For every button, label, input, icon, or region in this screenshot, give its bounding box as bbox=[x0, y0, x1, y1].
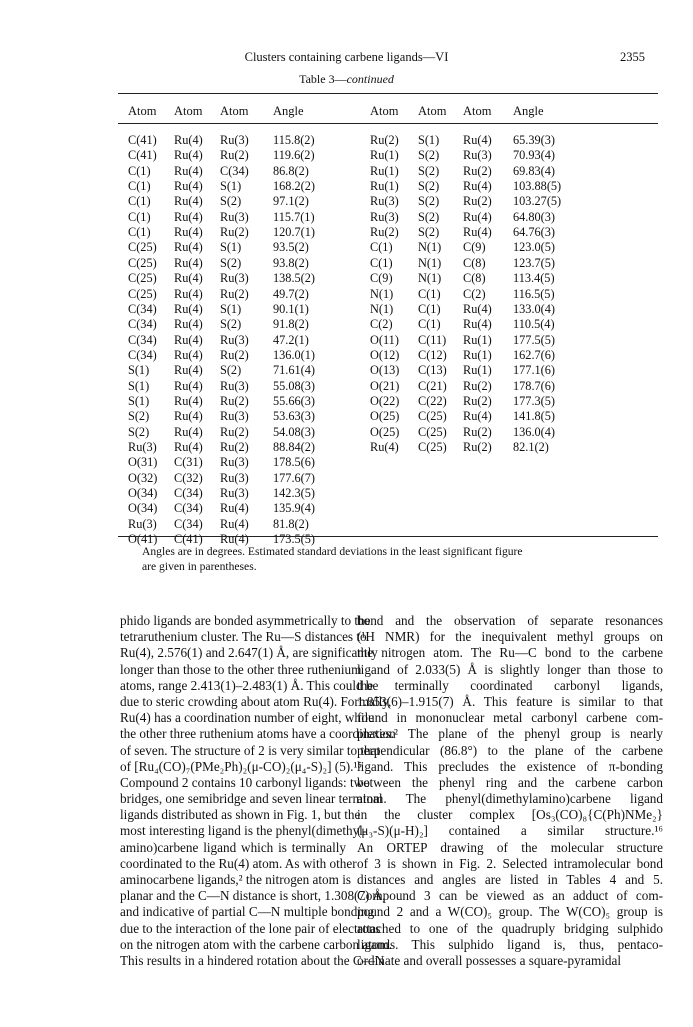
table-cell: 133.0(4) bbox=[513, 301, 556, 316]
column-header: Atom bbox=[220, 104, 249, 118]
table-cell: C(41) bbox=[174, 532, 203, 547]
text-line: ligands distributed as shown in Fig. 1, but the bbox=[120, 807, 361, 823]
text-line: the terminally coordinated carbonyl ligands, bbox=[357, 677, 663, 693]
table-row bbox=[0, 379, 693, 395]
table-row bbox=[0, 363, 693, 379]
table-row bbox=[0, 164, 693, 180]
table-cell: Ru(3) bbox=[370, 209, 399, 224]
table-cell: 69.83(4) bbox=[513, 163, 556, 178]
table-cell: S(1) bbox=[128, 393, 150, 408]
table-title bbox=[0, 72, 693, 87]
table-cell: N(1) bbox=[418, 271, 442, 286]
table-row bbox=[0, 256, 693, 272]
table-cell: 82.1(2) bbox=[513, 440, 549, 454]
table-cell: Ru(4) bbox=[174, 271, 203, 286]
table-footnote bbox=[142, 544, 642, 574]
table-cell: Ru(4) bbox=[220, 516, 249, 531]
table-cell: S(2) bbox=[418, 163, 440, 178]
table-row bbox=[0, 394, 693, 410]
table-cell: Ru(4) bbox=[174, 225, 203, 240]
table-cell: 177.6(7) bbox=[273, 470, 316, 485]
table-cell: O(32) bbox=[128, 470, 158, 485]
table-cell: 54.08(3) bbox=[273, 424, 316, 439]
table-cell: 120.7(1) bbox=[273, 225, 316, 240]
table-cell: 55.66(3) bbox=[273, 393, 316, 408]
table-cell: C(21) bbox=[418, 378, 447, 393]
table-cell: 64.76(3) bbox=[513, 225, 556, 240]
text-line: tetraruthenium cluster. The Ru—S distances to bbox=[120, 629, 367, 645]
text-line: coordinated to the Ru(4) atom. As with other bbox=[120, 855, 357, 871]
table-cell: 93.8(2) bbox=[273, 255, 309, 270]
table-cell: Ru(2) bbox=[220, 286, 249, 301]
table-cell: 115.8(2) bbox=[273, 133, 315, 147]
table-cell: O(21) bbox=[370, 378, 400, 393]
text-line: bond and the observation of separate resonances bbox=[357, 613, 663, 628]
column-header: Atom bbox=[370, 104, 399, 118]
table-cell: C(1) bbox=[128, 179, 151, 194]
table-row bbox=[0, 440, 693, 456]
table-cell: Ru(2) bbox=[220, 347, 249, 362]
table-cell: Ru(3) bbox=[220, 133, 249, 147]
table-cell: 177.3(5) bbox=[513, 393, 556, 408]
table-cell: Ru(4) bbox=[463, 209, 492, 224]
table-cell: O(25) bbox=[370, 424, 400, 439]
table-cell: C(22) bbox=[418, 393, 447, 408]
table-cell: C(41) bbox=[128, 133, 157, 147]
table-cell: Ru(4) bbox=[463, 133, 492, 147]
text-line: phido ligands are bonded asymmetrically to the bbox=[120, 613, 371, 628]
table-row bbox=[0, 271, 693, 287]
table-cell: S(1) bbox=[220, 179, 242, 194]
table-cell: 138.5(2) bbox=[273, 271, 316, 286]
table-cell: C(1) bbox=[128, 163, 151, 178]
table-cell: Ru(3) bbox=[220, 332, 249, 347]
table-cell: Ru(3) bbox=[220, 455, 249, 470]
table-cell: 70.93(4) bbox=[513, 148, 556, 163]
table-cell: S(2) bbox=[220, 255, 242, 270]
table-cell: C(8) bbox=[463, 255, 486, 270]
table-cell: S(2) bbox=[220, 363, 242, 378]
table-cell: C(13) bbox=[418, 363, 447, 378]
table-cell: C(34) bbox=[174, 501, 203, 516]
table-cell: Ru(3) bbox=[220, 470, 249, 485]
table-cell: Ru(2) bbox=[463, 194, 492, 209]
table-cell: C(11) bbox=[418, 332, 447, 347]
text-line: aminocarbene ligands,² the nitrogen atom is bbox=[120, 872, 352, 887]
table-row bbox=[0, 517, 693, 533]
text-line: of 3 is shown in Fig. 2. Selected intramolecular bond bbox=[357, 855, 663, 871]
table-cell: Ru(3) bbox=[220, 271, 249, 286]
table-cell: Ru(3) bbox=[128, 516, 157, 531]
table-cell: Ru(2) bbox=[370, 133, 399, 147]
table-cell: N(1) bbox=[370, 286, 394, 301]
table-cell: Ru(4) bbox=[174, 378, 203, 393]
table-cell: O(11) bbox=[370, 332, 399, 347]
table-cell: C(41) bbox=[128, 148, 157, 163]
table-cell: Ru(2) bbox=[220, 440, 249, 454]
table-cell: 49.7(2) bbox=[273, 286, 309, 301]
table-row bbox=[0, 348, 693, 364]
table-cell: C(9) bbox=[463, 240, 486, 255]
table-cell: C(1) bbox=[128, 194, 151, 209]
footnote-line: Angles are in degrees. Estimated standard deviations in the least significant figure bbox=[142, 545, 523, 558]
text-line: on the nitrogen atom with the carbene carbon atom. bbox=[120, 936, 393, 952]
table-cell: Ru(2) bbox=[463, 424, 492, 439]
table-cell: S(2) bbox=[418, 225, 440, 240]
text-line: atom. The phenyl(dimethylamino)carbene ligand bbox=[357, 791, 663, 807]
page-number: 2355 bbox=[620, 50, 645, 64]
text-line: (¹H NMR) for the inequivalent methyl groups on bbox=[357, 629, 663, 645]
table-cell: Ru(4) bbox=[174, 317, 203, 332]
table-row bbox=[0, 148, 693, 164]
column-header: Atom bbox=[128, 104, 157, 118]
table-row bbox=[0, 425, 693, 441]
page-header bbox=[0, 50, 693, 68]
table-cell: Ru(1) bbox=[370, 163, 399, 178]
table-cell: C(2) bbox=[463, 286, 486, 301]
table-cell: 142.3(5) bbox=[273, 486, 316, 501]
text-line: ligands. This sulphido ligand is, thus, pentaco- bbox=[357, 936, 663, 952]
table-cell: S(2) bbox=[128, 409, 150, 424]
table-cell: C(1) bbox=[370, 240, 393, 255]
text-line: bridges, one semibridge and seven linear terminal bbox=[120, 791, 383, 807]
table-cell: C(8) bbox=[463, 271, 486, 286]
table-cell: C(25) bbox=[418, 424, 447, 439]
column-header: Atom bbox=[174, 104, 203, 118]
table-row bbox=[0, 501, 693, 517]
table-cell: O(41) bbox=[128, 532, 158, 547]
table-cell: 173.5(5) bbox=[273, 532, 316, 547]
table-cell: Ru(1) bbox=[463, 347, 492, 362]
table-cell: Ru(4) bbox=[463, 301, 492, 316]
table-cell: 141.8(5) bbox=[513, 409, 556, 424]
table-cell: Ru(3) bbox=[220, 409, 249, 424]
table-cell: 177.1(6) bbox=[513, 363, 556, 378]
table-cell: Ru(3) bbox=[220, 378, 249, 393]
table-cell: 47.2(1) bbox=[273, 332, 309, 347]
text-line: the other three ruthenium atoms have a coordination bbox=[120, 726, 396, 742]
text-line: Compound 3 can be viewed as an adduct of com- bbox=[357, 888, 663, 904]
table-cell: C(1) bbox=[370, 255, 393, 270]
table-cell: Ru(4) bbox=[174, 347, 203, 362]
footnote-line: are given in parentheses. bbox=[142, 560, 257, 573]
table-cell: Ru(2) bbox=[220, 225, 249, 240]
text-line: in the cluster complex [Os₃(CO)₈{C(Ph)NMe₂} bbox=[357, 807, 663, 823]
table-cell: 136.0(4) bbox=[513, 424, 556, 439]
table-cell: C(25) bbox=[128, 271, 157, 286]
table-cell: C(1) bbox=[128, 225, 151, 240]
text-line: ordinate and overall possesses a square-pyramidal bbox=[357, 952, 622, 968]
column-header: Atom bbox=[463, 104, 492, 118]
table-cell: 103.27(5) bbox=[513, 194, 562, 209]
table-cell: Ru(4) bbox=[174, 194, 203, 209]
table-cell: 103.88(5) bbox=[513, 179, 562, 194]
table-cell: Ru(1) bbox=[370, 148, 399, 163]
table-cell: 71.61(4) bbox=[273, 363, 316, 378]
table-cell: C(25) bbox=[128, 255, 157, 270]
table-cell: C(1) bbox=[418, 286, 441, 301]
table-cell: 136.0(1) bbox=[273, 347, 316, 362]
table-cell: Ru(4) bbox=[174, 332, 203, 347]
body-text-right-column bbox=[357, 613, 663, 969]
table-cell: S(2) bbox=[418, 148, 440, 163]
table-cell: Ru(2) bbox=[220, 424, 249, 439]
text-line: (μ₃-S)(μ-H)₂] contained a similar structure.¹⁶ bbox=[357, 823, 663, 839]
table-cell: Ru(2) bbox=[463, 163, 492, 178]
table-cell: 53.63(3) bbox=[273, 409, 316, 424]
table-cell: 91.8(2) bbox=[273, 317, 309, 332]
table-cell: C(1) bbox=[418, 317, 441, 332]
table-row bbox=[0, 179, 693, 195]
table-cell: Ru(4) bbox=[463, 317, 492, 332]
table-cell: C(34) bbox=[174, 486, 203, 501]
table-cell: N(1) bbox=[418, 240, 442, 255]
table-cell: Ru(4) bbox=[174, 409, 203, 424]
table-cell: Ru(4) bbox=[174, 133, 203, 147]
table-cell: S(1) bbox=[128, 378, 150, 393]
table-title-prefix: Table 3— bbox=[299, 72, 347, 86]
table-cell: Ru(4) bbox=[463, 409, 492, 424]
table-cell: Ru(1) bbox=[463, 363, 492, 378]
table-cell: S(2) bbox=[418, 209, 440, 224]
table-cell: Ru(4) bbox=[174, 255, 203, 270]
table-cell: 135.9(4) bbox=[273, 501, 316, 516]
table-cell: S(2) bbox=[128, 424, 150, 439]
running-title: Clusters containing carbene ligands—VI bbox=[244, 50, 449, 64]
table-cell: Ru(3) bbox=[463, 148, 492, 163]
text-line: This results in a hindered rotation about the C—N bbox=[120, 952, 385, 968]
table-cell: 65.39(3) bbox=[513, 133, 556, 147]
table-cell: O(34) bbox=[128, 486, 158, 501]
table-cell: O(12) bbox=[370, 347, 400, 362]
text-line: Compound 2 contains 10 carbonyl ligands: two bbox=[120, 774, 370, 790]
table-cell: 86.8(2) bbox=[273, 163, 309, 178]
table-cell: Ru(4) bbox=[220, 532, 249, 547]
table-cell: 64.80(3) bbox=[513, 209, 556, 224]
text-line: atoms, range 2.413(1)–2.483(1) Å. This could be bbox=[120, 677, 379, 693]
table-cell: Ru(4) bbox=[463, 179, 492, 194]
column-header: Angle bbox=[273, 104, 304, 118]
table-cell: Ru(4) bbox=[174, 240, 203, 255]
table-cell: 162.7(6) bbox=[513, 347, 556, 362]
table-cell: S(2) bbox=[418, 179, 440, 194]
table-row bbox=[0, 225, 693, 241]
text-line: An ORTEP drawing of the molecular structure bbox=[357, 839, 663, 855]
text-line: Ru(4), 2.576(1) and 2.647(1) Å, are significantly bbox=[120, 645, 378, 661]
table-cell: Ru(2) bbox=[220, 393, 249, 408]
table-cell: C(2) bbox=[370, 317, 393, 332]
table-row bbox=[0, 240, 693, 256]
body-text-left-column bbox=[120, 613, 396, 969]
table-cell: S(1) bbox=[418, 133, 440, 147]
text-line: ligand of 2.033(5) Å is slightly longer than those to bbox=[357, 661, 663, 677]
table-cell: 97.1(2) bbox=[273, 194, 309, 209]
table-row bbox=[0, 194, 693, 210]
table-row bbox=[0, 210, 693, 226]
table-cell: Ru(4) bbox=[463, 225, 492, 240]
table-row bbox=[0, 333, 693, 349]
text-line: plexes.² The plane of the phenyl group is nearly bbox=[357, 726, 663, 742]
table-cell: 178.5(6) bbox=[273, 455, 316, 470]
table-cell: 110.5(4) bbox=[513, 317, 555, 332]
table-cell: Ru(4) bbox=[370, 440, 399, 454]
table-row bbox=[0, 287, 693, 303]
column-header: Angle bbox=[513, 104, 544, 118]
text-line: between the phenyl ring and the carbene carbon bbox=[357, 774, 663, 790]
table-cell: Ru(3) bbox=[220, 486, 249, 501]
table-cell: 81.8(2) bbox=[273, 516, 309, 531]
table-cell: C(34) bbox=[128, 301, 157, 316]
table-cell: C(12) bbox=[418, 347, 447, 362]
table-row bbox=[0, 486, 693, 502]
table-cell: O(25) bbox=[370, 409, 400, 424]
table-cell: S(1) bbox=[220, 301, 242, 316]
table-cell: Ru(4) bbox=[174, 286, 203, 301]
table-cell: C(9) bbox=[370, 271, 393, 286]
table-cell: 93.5(2) bbox=[273, 240, 309, 255]
table-cell: C(32) bbox=[174, 470, 203, 485]
table-cell: O(31) bbox=[128, 455, 158, 470]
table-cell: Ru(3) bbox=[370, 194, 399, 209]
table-header-rule bbox=[118, 123, 658, 124]
table-cell: C(25) bbox=[418, 409, 447, 424]
table-cell: 119.6(2) bbox=[273, 148, 315, 163]
table-cell: N(1) bbox=[370, 301, 394, 316]
text-line: amino)carbene ligand which is terminally bbox=[120, 839, 346, 855]
table-cell: 178.7(6) bbox=[513, 378, 556, 393]
table-cell: Ru(2) bbox=[370, 225, 399, 240]
text-line: of seven. The structure of 2 is very similar to that bbox=[120, 742, 381, 758]
table-cell: Ru(2) bbox=[463, 393, 492, 408]
table-cell: Ru(4) bbox=[220, 501, 249, 516]
text-line: found in mononuclear metal carbonyl carbene com- bbox=[357, 710, 663, 726]
text-line: due to the interaction of the lone pair of electrons bbox=[120, 920, 381, 936]
table-cell: C(25) bbox=[128, 286, 157, 301]
table-cell: Ru(4) bbox=[174, 301, 203, 316]
table-cell: O(22) bbox=[370, 393, 400, 408]
table-row bbox=[0, 471, 693, 487]
table-cell: Ru(2) bbox=[463, 378, 492, 393]
table-cell: 116.5(5) bbox=[513, 286, 555, 301]
table-cell: S(1) bbox=[128, 363, 150, 378]
text-line: distances and angles are listed in Tables 4 and 5. bbox=[357, 872, 663, 887]
text-line: and indicative of partial C—N multiple bonding bbox=[120, 904, 375, 920]
table-row bbox=[0, 302, 693, 318]
text-line: pound 2 and a W(CO)₅ group. The W(CO)₅ group is bbox=[357, 904, 663, 920]
table-cell: Ru(4) bbox=[174, 163, 203, 178]
table-cell: Ru(1) bbox=[463, 332, 492, 347]
table-cell: 113.4(5) bbox=[513, 271, 555, 286]
table-cell: Ru(2) bbox=[463, 440, 492, 454]
table-cell: Ru(2) bbox=[220, 148, 249, 163]
table-cell: C(34) bbox=[220, 163, 249, 178]
table-cell: 115.7(1) bbox=[273, 209, 315, 224]
table-cell: 168.2(2) bbox=[273, 179, 316, 194]
table-cell: S(2) bbox=[220, 317, 242, 332]
table-cell: Ru(3) bbox=[128, 440, 157, 454]
table-cell: C(34) bbox=[174, 516, 203, 531]
text-line: due to steric crowding about atom Ru(4). Formally, bbox=[120, 693, 392, 709]
text-line: longer than those to the other three ruthenium bbox=[120, 661, 362, 677]
text-line: 1.853(6)–1.915(7) Å. This feature is similar to that bbox=[357, 693, 663, 709]
table-cell: C(1) bbox=[128, 209, 151, 224]
table-cell: Ru(4) bbox=[174, 179, 203, 194]
table-cell: C(34) bbox=[128, 332, 157, 347]
table-cell: 55.08(3) bbox=[273, 378, 316, 393]
table-cell: Ru(4) bbox=[174, 148, 203, 163]
table-cell: Ru(4) bbox=[174, 363, 203, 378]
table-cell: C(1) bbox=[418, 301, 441, 316]
text-line: of [Ru₄(CO)₇(PMe₂Ph)₂(μ-CO)₂(μ₄-S)₂] (5).¹⁵ bbox=[120, 758, 363, 774]
text-line: attached to one of the quadruply bridging sulphido bbox=[357, 920, 663, 936]
table-cell: C(25) bbox=[418, 440, 447, 454]
table-cell: Ru(3) bbox=[220, 209, 249, 224]
text-line: most interesting ligand is the phenyl(dimethyl- bbox=[120, 823, 368, 839]
table-cell: Ru(4) bbox=[174, 440, 203, 454]
table-cell: N(1) bbox=[418, 255, 442, 270]
table-cell: S(1) bbox=[220, 240, 242, 255]
table-row bbox=[0, 409, 693, 425]
table-row bbox=[0, 133, 693, 149]
table-cell: C(25) bbox=[128, 240, 157, 255]
table-cell: 123.0(5) bbox=[513, 240, 556, 255]
table-row bbox=[0, 317, 693, 333]
table-bottom-rule bbox=[118, 536, 658, 537]
table-cell: Ru(4) bbox=[174, 209, 203, 224]
table-cell: C(34) bbox=[128, 347, 157, 362]
table-cell: 90.1(1) bbox=[273, 301, 309, 316]
text-line: planar and the C—N distance is short, 1.308(7) Å, bbox=[120, 888, 386, 904]
table-title-suffix: continued bbox=[346, 72, 394, 86]
column-header: Atom bbox=[418, 104, 447, 118]
table-cell: Ru(4) bbox=[174, 424, 203, 439]
table-cell: C(31) bbox=[174, 455, 203, 470]
table-cell: Ru(4) bbox=[174, 393, 203, 408]
table-cell: S(2) bbox=[220, 194, 242, 209]
table-cell: 123.7(5) bbox=[513, 255, 556, 270]
table-cell: O(13) bbox=[370, 363, 400, 378]
table-cell: S(2) bbox=[418, 194, 440, 209]
table-top-rule bbox=[118, 93, 658, 94]
text-line: perpendicular (86.8°) to the plane of the carbene bbox=[357, 742, 663, 758]
table-cell: C(34) bbox=[128, 317, 157, 332]
table-cell: Ru(1) bbox=[370, 179, 399, 194]
table-row bbox=[0, 455, 693, 471]
text-line: Ru(4) has a coordination number of eight, while bbox=[120, 710, 375, 726]
table-cell: 177.5(5) bbox=[513, 332, 556, 347]
table-cell: O(34) bbox=[128, 501, 158, 516]
text-line: ligand. This precludes the existence of π-bonding bbox=[357, 758, 663, 774]
text-line: the nitrogen atom. The Ru—C bond to the carbene bbox=[357, 645, 663, 661]
table-cell: 88.84(2) bbox=[273, 440, 316, 454]
